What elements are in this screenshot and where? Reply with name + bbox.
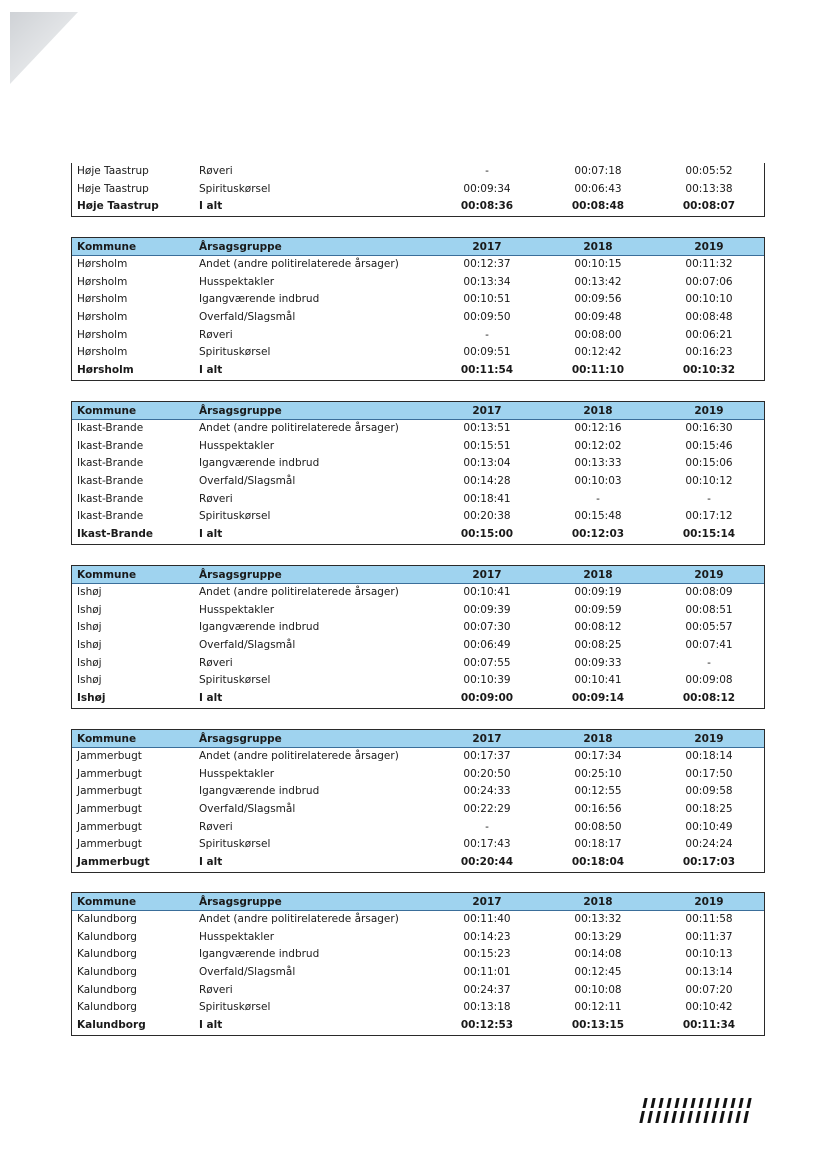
value-2017-cell: 00:24:33 xyxy=(463,785,511,798)
value-2017-cell: 00:14:23 xyxy=(463,930,511,943)
aarsagsgruppe-cell: Spirituskørsel xyxy=(199,182,271,195)
total-row xyxy=(72,526,764,544)
table-row xyxy=(72,748,764,766)
table-row xyxy=(72,619,764,637)
kommune-cell: Kalundborg xyxy=(77,966,137,979)
kommune-cell: Kalundborg xyxy=(77,913,137,925)
value-2018-cell: 00:17:34 xyxy=(574,750,622,762)
value-2017-cell: 00:20:38 xyxy=(463,510,511,523)
aarsagsgruppe-cell: Andet (andre politirelaterede årsager) xyxy=(199,422,399,434)
value-2017-cell: 00:09:00 xyxy=(460,692,514,705)
kommune-cell: Hørsholm xyxy=(77,258,128,270)
value-2019-cell: 00:05:52 xyxy=(685,165,733,177)
value-2017-cell: 00:17:37 xyxy=(463,750,511,762)
value-2017-cell: 2017 xyxy=(472,405,502,417)
aarsagsgruppe-cell: Overfald/Slagsmål xyxy=(199,803,296,816)
value-2018-cell: 2018 xyxy=(583,733,613,745)
value-2018-cell: 00:10:15 xyxy=(574,258,622,270)
header-row xyxy=(72,402,764,420)
value-2018-cell: 00:14:08 xyxy=(574,948,622,961)
value-2017-cell: - xyxy=(485,328,489,341)
aarsagsgruppe-cell: Røveri xyxy=(199,820,233,833)
value-2018-cell: 00:10:03 xyxy=(574,475,622,488)
value-2017-cell: 00:09:39 xyxy=(463,603,511,616)
table-row xyxy=(72,819,764,837)
value-2018-cell: - xyxy=(596,492,600,505)
kommune-cell: Kommune xyxy=(77,405,137,417)
value-2018-cell: 00:18:04 xyxy=(571,856,625,869)
value-2019-cell: 00:11:32 xyxy=(685,258,733,270)
value-2017-cell: 00:13:04 xyxy=(463,457,511,470)
kommune-cell: Ishøj xyxy=(77,674,102,687)
value-2019-cell: 00:11:58 xyxy=(685,913,733,925)
aarsagsgruppe-cell: Igangværende indbrud xyxy=(199,785,320,798)
value-2018-cell: 00:13:33 xyxy=(574,457,622,470)
kommune-cell: Jammerbugt xyxy=(77,820,142,833)
value-2018-cell: 00:16:56 xyxy=(574,803,622,816)
kommune-cell: Kalundborg xyxy=(77,930,137,943)
value-2018-cell: 2018 xyxy=(583,241,613,253)
aarsagsgruppe-cell: Spirituskørsel xyxy=(199,1001,271,1014)
value-2017-cell: 2017 xyxy=(472,896,502,908)
aarsagsgruppe-cell: Husspektakler xyxy=(199,930,275,943)
value-2017-cell: 00:13:18 xyxy=(463,1001,511,1014)
kommune-cell: Kalundborg xyxy=(77,1001,137,1014)
value-2019-cell: 00:05:57 xyxy=(685,621,733,634)
table-row xyxy=(72,655,764,673)
value-2019-cell: 00:10:49 xyxy=(685,820,733,833)
aarsagsgruppe-cell: Årsagsgruppe xyxy=(199,405,282,417)
table-row xyxy=(72,584,764,602)
kommune-cell: Kommune xyxy=(77,569,137,581)
aarsagsgruppe-cell: Igangværende indbrud xyxy=(199,293,320,306)
value-2019-cell: 00:10:42 xyxy=(685,1001,733,1014)
value-2018-cell: 00:25:10 xyxy=(574,767,622,780)
kommune-cell: Ishøj xyxy=(77,603,102,616)
value-2018-cell: 00:13:15 xyxy=(571,1019,625,1032)
aarsagsgruppe-cell: Årsagsgruppe xyxy=(199,241,282,253)
value-2017-cell: 00:11:54 xyxy=(460,364,514,377)
table-row xyxy=(72,801,764,819)
value-2018-cell: 00:12:16 xyxy=(574,422,622,434)
total-row xyxy=(72,854,764,872)
value-2019-cell: - xyxy=(707,492,711,505)
table-row xyxy=(72,344,764,362)
value-2018-cell: 00:12:03 xyxy=(571,528,625,541)
kommune-cell: Ikast-Brande xyxy=(77,510,144,523)
value-2017-cell: 00:13:34 xyxy=(463,275,511,288)
barcode-gap xyxy=(640,1108,753,1111)
value-2017-cell: 00:13:51 xyxy=(463,422,511,434)
aarsagsgruppe-cell: I alt xyxy=(199,200,223,213)
table-row xyxy=(72,982,764,1000)
aarsagsgruppe-cell: Overfald/Slagsmål xyxy=(199,639,296,652)
header-row xyxy=(72,238,764,256)
value-2018-cell: 00:13:29 xyxy=(574,930,622,943)
table-kalundborg xyxy=(71,892,765,1036)
value-2019-cell: 00:08:51 xyxy=(685,603,733,616)
value-2018-cell: 00:09:14 xyxy=(571,692,625,705)
value-2019-cell: 2019 xyxy=(694,241,724,253)
value-2019-cell: 00:10:32 xyxy=(682,364,736,377)
value-2017-cell: - xyxy=(485,820,489,833)
value-2019-cell: 00:13:14 xyxy=(685,966,733,979)
value-2019-cell: 00:06:21 xyxy=(685,328,733,341)
header-row xyxy=(72,566,764,584)
value-2018-cell: 00:09:19 xyxy=(574,586,622,598)
table-row xyxy=(72,637,764,655)
kommune-cell: Ishøj xyxy=(77,692,106,705)
aarsagsgruppe-cell: Røveri xyxy=(199,656,233,669)
value-2018-cell: 00:09:56 xyxy=(574,293,622,306)
kommune-cell: Jammerbugt xyxy=(77,750,142,762)
kommune-cell: Hørsholm xyxy=(77,328,128,341)
value-2019-cell: 00:15:14 xyxy=(682,528,736,541)
table-row xyxy=(72,473,764,491)
aarsagsgruppe-cell: I alt xyxy=(199,692,223,705)
value-2019-cell: 2019 xyxy=(694,569,724,581)
value-2018-cell: 00:08:50 xyxy=(574,820,622,833)
value-2017-cell: 00:14:28 xyxy=(463,475,511,488)
value-2018-cell: 00:09:33 xyxy=(574,656,622,669)
value-2019-cell: 00:08:48 xyxy=(685,311,733,324)
value-2017-cell: 00:20:50 xyxy=(463,767,511,780)
value-2017-cell: 00:10:51 xyxy=(463,293,511,306)
table-row xyxy=(72,256,764,274)
aarsagsgruppe-cell: Overfald/Slagsmål xyxy=(199,311,296,324)
kommune-cell: Hørsholm xyxy=(77,346,128,359)
table-row xyxy=(72,911,764,929)
kommune-cell: Hørsholm xyxy=(77,275,128,288)
value-2018-cell: 00:10:41 xyxy=(574,674,622,687)
value-2017-cell: 00:09:51 xyxy=(463,346,511,359)
kommune-cell: Ishøj xyxy=(77,621,102,634)
value-2018-cell: 00:12:45 xyxy=(574,966,622,979)
table-row xyxy=(72,999,764,1017)
value-2017-cell: 00:24:37 xyxy=(463,983,511,996)
value-2017-cell: 2017 xyxy=(472,569,502,581)
table-row xyxy=(72,309,764,327)
table-row xyxy=(72,181,764,199)
table-row xyxy=(72,274,764,292)
value-2017-cell: 00:09:34 xyxy=(463,182,511,195)
kommune-cell: Kalundborg xyxy=(77,1019,146,1032)
aarsagsgruppe-cell: Årsagsgruppe xyxy=(199,733,282,745)
value-2018-cell: 00:13:32 xyxy=(574,913,622,925)
value-2017-cell: 2017 xyxy=(472,733,502,745)
aarsagsgruppe-cell: I alt xyxy=(199,856,223,869)
value-2019-cell: 00:07:20 xyxy=(685,983,733,996)
value-2019-cell: 00:10:10 xyxy=(685,293,733,306)
kommune-cell: Ikast-Brande xyxy=(77,422,144,434)
value-2019-cell: 00:07:06 xyxy=(685,275,733,288)
value-2017-cell: 00:06:49 xyxy=(463,639,511,652)
kommune-cell: Ikast-Brande xyxy=(77,439,144,452)
table-ikast-brande xyxy=(71,401,765,545)
value-2017-cell: 00:12:37 xyxy=(463,258,511,270)
kommune-cell: Kalundborg xyxy=(77,983,137,996)
aarsagsgruppe-cell: I alt xyxy=(199,1019,223,1032)
aarsagsgruppe-cell: Årsagsgruppe xyxy=(199,896,282,908)
value-2018-cell: 00:10:08 xyxy=(574,983,622,996)
partial-table-hoeje-taastrup xyxy=(71,163,765,217)
aarsagsgruppe-cell: Igangværende indbrud xyxy=(199,948,320,961)
kommune-cell: Kommune xyxy=(77,896,137,908)
kommune-cell: Hørsholm xyxy=(77,364,134,377)
table-row xyxy=(72,438,764,456)
kommune-cell: Kommune xyxy=(77,241,137,253)
table-row xyxy=(72,508,764,526)
value-2019-cell: 00:15:06 xyxy=(685,457,733,470)
table-row xyxy=(72,163,764,181)
kommune-cell: Jammerbugt xyxy=(77,838,142,851)
kommune-cell: Ikast-Brande xyxy=(77,492,144,505)
value-2017-cell: 00:12:53 xyxy=(460,1019,514,1032)
value-2019-cell: 00:09:08 xyxy=(685,674,733,687)
aarsagsgruppe-cell: Husspektakler xyxy=(199,603,275,616)
kommune-cell: Kalundborg xyxy=(77,948,137,961)
kommune-cell: Jammerbugt xyxy=(77,767,142,780)
value-2017-cell: 00:10:39 xyxy=(463,674,511,687)
aarsagsgruppe-cell: Spirituskørsel xyxy=(199,346,271,359)
value-2017-cell: 2017 xyxy=(472,241,502,253)
table-row xyxy=(72,291,764,309)
value-2019-cell: - xyxy=(707,656,711,669)
value-2019-cell: 00:18:14 xyxy=(685,750,733,762)
value-2019-cell: 00:10:13 xyxy=(685,948,733,961)
aarsagsgruppe-cell: Spirituskørsel xyxy=(199,510,271,523)
header-row xyxy=(72,730,764,748)
value-2019-cell: 00:08:12 xyxy=(682,692,736,705)
kommune-cell: Ikast-Brande xyxy=(77,475,144,488)
value-2019-cell: 2019 xyxy=(694,733,724,745)
table-row xyxy=(72,602,764,620)
aarsagsgruppe-cell: Husspektakler xyxy=(199,275,275,288)
value-2019-cell: 00:17:12 xyxy=(685,510,733,523)
kommune-cell: Kommune xyxy=(77,733,137,745)
table-row xyxy=(72,783,764,801)
value-2019-cell: 00:24:24 xyxy=(685,838,733,851)
kommune-cell: Jammerbugt xyxy=(77,856,150,869)
value-2018-cell: 00:12:55 xyxy=(574,785,622,798)
value-2019-cell: 00:13:38 xyxy=(685,182,733,195)
kommune-cell: Ikast-Brande xyxy=(77,528,153,541)
value-2017-cell: 00:15:23 xyxy=(463,948,511,961)
value-2017-cell: 00:07:55 xyxy=(463,656,511,669)
kommune-cell: Jammerbugt xyxy=(77,803,142,816)
header-row xyxy=(72,893,764,911)
kommune-cell: Høje Taastrup xyxy=(77,165,149,177)
value-2018-cell: 00:18:17 xyxy=(574,838,622,851)
value-2018-cell: 00:15:48 xyxy=(574,510,622,523)
kommune-cell: Ishøj xyxy=(77,656,102,669)
aarsagsgruppe-cell: I alt xyxy=(199,364,223,377)
value-2017-cell: 00:22:29 xyxy=(463,803,511,816)
table-ishoej xyxy=(71,565,765,709)
value-2017-cell: 00:20:44 xyxy=(460,856,514,869)
aarsagsgruppe-cell: Igangværende indbrud xyxy=(199,621,320,634)
kommune-cell: Ishøj xyxy=(77,586,102,598)
aarsagsgruppe-cell: Røveri xyxy=(199,328,233,341)
table-row xyxy=(72,672,764,690)
value-2018-cell: 00:08:48 xyxy=(571,200,625,213)
aarsagsgruppe-cell: Andet (andre politirelaterede årsager) xyxy=(199,913,399,925)
table-jammerbugt xyxy=(71,729,765,873)
value-2018-cell: 00:09:48 xyxy=(574,311,622,324)
value-2017-cell: 00:09:50 xyxy=(463,311,511,324)
total-row xyxy=(72,1017,764,1035)
aarsagsgruppe-cell: Spirituskørsel xyxy=(199,838,271,851)
aarsagsgruppe-cell: Husspektakler xyxy=(199,439,275,452)
kommune-cell: Hørsholm xyxy=(77,311,128,324)
value-2018-cell: 00:09:59 xyxy=(574,603,622,616)
aarsagsgruppe-cell: Igangværende indbrud xyxy=(199,457,320,470)
total-row xyxy=(72,690,764,708)
table-hoersholm xyxy=(71,237,765,381)
value-2018-cell: 00:13:42 xyxy=(574,275,622,288)
value-2019-cell: 00:15:46 xyxy=(685,439,733,452)
table-row xyxy=(72,455,764,473)
table-row xyxy=(72,964,764,982)
value-2019-cell: 00:07:41 xyxy=(685,639,733,652)
value-2019-cell: 00:16:30 xyxy=(685,422,733,434)
value-2018-cell: 00:12:11 xyxy=(574,1001,622,1014)
value-2017-cell: 00:10:41 xyxy=(463,586,511,598)
aarsagsgruppe-cell: Årsagsgruppe xyxy=(199,569,282,581)
value-2018-cell: 2018 xyxy=(583,896,613,908)
value-2017-cell: 00:15:00 xyxy=(460,528,514,541)
value-2019-cell: 2019 xyxy=(694,896,724,908)
aarsagsgruppe-cell: Spirituskørsel xyxy=(199,674,271,687)
value-2018-cell: 00:12:02 xyxy=(574,439,622,452)
value-2017-cell: 00:08:36 xyxy=(460,200,514,213)
aarsagsgruppe-cell: Andet (andre politirelaterede årsager) xyxy=(199,258,399,270)
page-corner-fold xyxy=(10,12,78,84)
value-2017-cell: 00:11:40 xyxy=(463,913,511,925)
value-2018-cell: 00:08:12 xyxy=(574,621,622,634)
kommune-cell: Jammerbugt xyxy=(77,785,142,798)
value-2019-cell: 00:08:07 xyxy=(682,200,736,213)
kommune-cell: Ikast-Brande xyxy=(77,457,144,470)
aarsagsgruppe-cell: Husspektakler xyxy=(199,767,275,780)
table-row xyxy=(72,327,764,345)
value-2019-cell: 00:17:03 xyxy=(682,856,736,869)
aarsagsgruppe-cell: Andet (andre politirelaterede årsager) xyxy=(199,586,399,598)
aarsagsgruppe-cell: Røveri xyxy=(199,492,233,505)
table-row xyxy=(72,766,764,784)
value-2017-cell: 00:18:41 xyxy=(463,492,511,505)
value-2018-cell: 00:08:00 xyxy=(574,328,622,341)
kommune-cell: Hørsholm xyxy=(77,293,128,306)
table-row xyxy=(72,946,764,964)
table-row xyxy=(72,420,764,438)
value-2017-cell: - xyxy=(485,165,489,177)
value-2019-cell: 00:17:50 xyxy=(685,767,733,780)
aarsagsgruppe-cell: Overfald/Slagsmål xyxy=(199,966,296,979)
aarsagsgruppe-cell: I alt xyxy=(199,528,223,541)
value-2019-cell: 00:08:09 xyxy=(685,586,733,598)
table-row xyxy=(72,491,764,509)
total-row xyxy=(72,362,764,380)
value-2018-cell: 00:06:43 xyxy=(574,182,622,195)
value-2019-cell: 00:18:25 xyxy=(685,803,733,816)
aarsagsgruppe-cell: Andet (andre politirelaterede årsager) xyxy=(199,750,399,762)
value-2017-cell: 00:15:51 xyxy=(463,439,511,452)
value-2018-cell: 00:08:25 xyxy=(574,639,622,652)
value-2019-cell: 00:16:23 xyxy=(685,346,733,359)
value-2019-cell: 00:09:58 xyxy=(685,785,733,798)
value-2018-cell: 00:07:18 xyxy=(574,165,622,177)
aarsagsgruppe-cell: Røveri xyxy=(199,983,233,996)
kommune-cell: Høje Taastrup xyxy=(77,182,149,195)
value-2019-cell: 00:11:37 xyxy=(685,930,733,943)
total-row xyxy=(72,198,764,216)
value-2018-cell: 2018 xyxy=(583,405,613,417)
kommune-cell: Ishøj xyxy=(77,639,102,652)
value-2017-cell: 00:07:30 xyxy=(463,621,511,634)
value-2019-cell: 00:11:34 xyxy=(682,1019,736,1032)
table-row xyxy=(72,836,764,854)
value-2017-cell: 00:11:01 xyxy=(463,966,511,979)
kommune-cell: Høje Taastrup xyxy=(77,200,159,213)
value-2019-cell: 2019 xyxy=(694,405,724,417)
value-2017-cell: 00:17:43 xyxy=(463,838,511,851)
barcode-mark xyxy=(640,1098,753,1123)
aarsagsgruppe-cell: Overfald/Slagsmål xyxy=(199,475,296,488)
value-2019-cell: 00:10:12 xyxy=(685,475,733,488)
value-2018-cell: 2018 xyxy=(583,569,613,581)
value-2018-cell: 00:12:42 xyxy=(574,346,622,359)
value-2018-cell: 00:11:10 xyxy=(571,364,625,377)
table-row xyxy=(72,929,764,947)
aarsagsgruppe-cell: Røveri xyxy=(199,165,233,177)
